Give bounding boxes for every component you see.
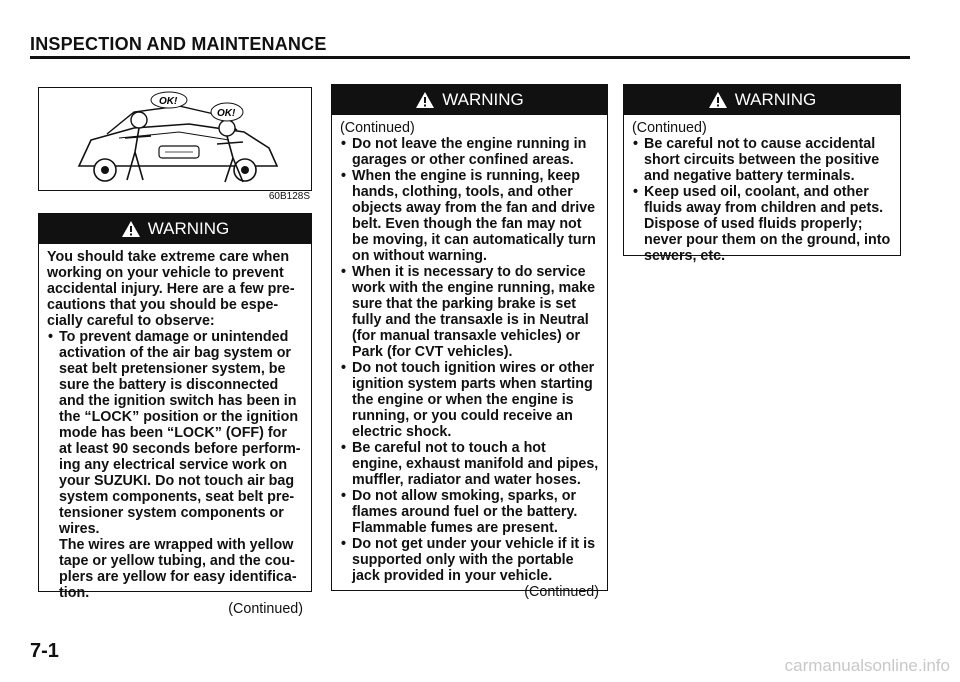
warning-heading: WARNING	[734, 90, 817, 109]
watermark: carmanualsonline.info	[784, 656, 950, 675]
page-number: 7-1	[30, 640, 59, 662]
figure-code: 60B128S	[268, 191, 310, 202]
warning-item: • Do not allow smoking, sparks, or flames around fuel or the battery. Flammable fumes are present.	[340, 488, 599, 536]
warning-item: • Be careful not to cause accidental short circuits between the positive and negative battery terminals.	[632, 136, 892, 184]
maintenance-illustration	[38, 87, 312, 191]
warning-header	[39, 214, 311, 244]
warning-heading: WARNING	[147, 219, 230, 238]
warning-heading: WARNING	[442, 90, 524, 109]
warning-box-right	[623, 84, 901, 264]
warning-list	[340, 136, 599, 584]
warning-box-middle	[331, 84, 608, 600]
warning-item: • Be careful not to touch a hot engine, exhaust manifold and pipes, muffler, radiator and water hoses.	[340, 440, 599, 488]
warning-triangle-icon	[708, 91, 728, 109]
warning-list	[632, 136, 892, 264]
header-rule	[30, 56, 910, 59]
continued-label: (Continued)	[524, 584, 599, 600]
continued-lead: (Continued)	[632, 120, 707, 136]
warning-triangle-icon	[121, 220, 141, 238]
warning-note: The wires are wrapped with yellow tape or yellow tubing, and the cou-plers are yellow for easy identifica-tion.	[59, 537, 297, 601]
warning-item: • Keep used oil, coolant, and other fluids away from children and pets. Dispose of used fluids properly; never pour them on the ground, into sewers, etc.	[632, 184, 892, 264]
mechanics-car-illustration	[39, 88, 311, 190]
warning-item: • When the engine is running, keep hands, clothing, tools, and other objects away from the fan and drive belt. Even though the fan may not be moving, it can automatically turn on without warning.	[340, 168, 599, 264]
warning-intro: You should take extreme care when working on your vehicle to prevent accidental injury. Here are a few pre-cautions that you should be espe-cially careful to observe:	[47, 249, 295, 329]
warning-item: • Do not touch ignition wires or other ignition system parts when starting the engine or when the engine is running, or you could receive an electric shock.	[340, 360, 599, 440]
warning-list	[47, 329, 303, 537]
warning-body	[39, 244, 311, 621]
warning-header	[624, 85, 900, 115]
warning-triangle-icon	[415, 91, 435, 109]
warning-header	[332, 85, 607, 115]
speech-ok-right: OK!	[217, 108, 236, 119]
warning-body	[624, 115, 900, 268]
warning-item: • To prevent damage or unintended activation of the air bag system or seat belt pretensioner system, be sure the battery is disconnected and the ignition switch has been in the “LOCK” position or the ignition mode has been “LOCK” (OFF) for at least 90 seconds before perform-ing any electrical service work on your SUZUKI. Do not touch air bag system components, seat belt pre-tensioner system components or wires.	[47, 329, 303, 537]
continued-lead: (Continued)	[340, 120, 415, 136]
warning-item: • Do not get under your vehicle if it is supported only with the portable jack provided in your vehicle.	[340, 536, 599, 584]
warning-item: • Do not leave the engine running in garages or other confined areas.	[340, 136, 599, 168]
speech-ok-left: OK!	[159, 96, 178, 107]
warning-body	[332, 115, 607, 604]
warning-box-left	[38, 213, 312, 617]
continued-label: (Continued)	[228, 601, 303, 617]
section-title: INSPECTION AND MAINTENANCE	[30, 34, 327, 54]
warning-item: • When it is necessary to do service work with the engine running, make sure that the parking brake is set fully and the transaxle is in Neutral (for manual transaxle vehicles) or Park (for CVT vehicles).	[340, 264, 599, 360]
